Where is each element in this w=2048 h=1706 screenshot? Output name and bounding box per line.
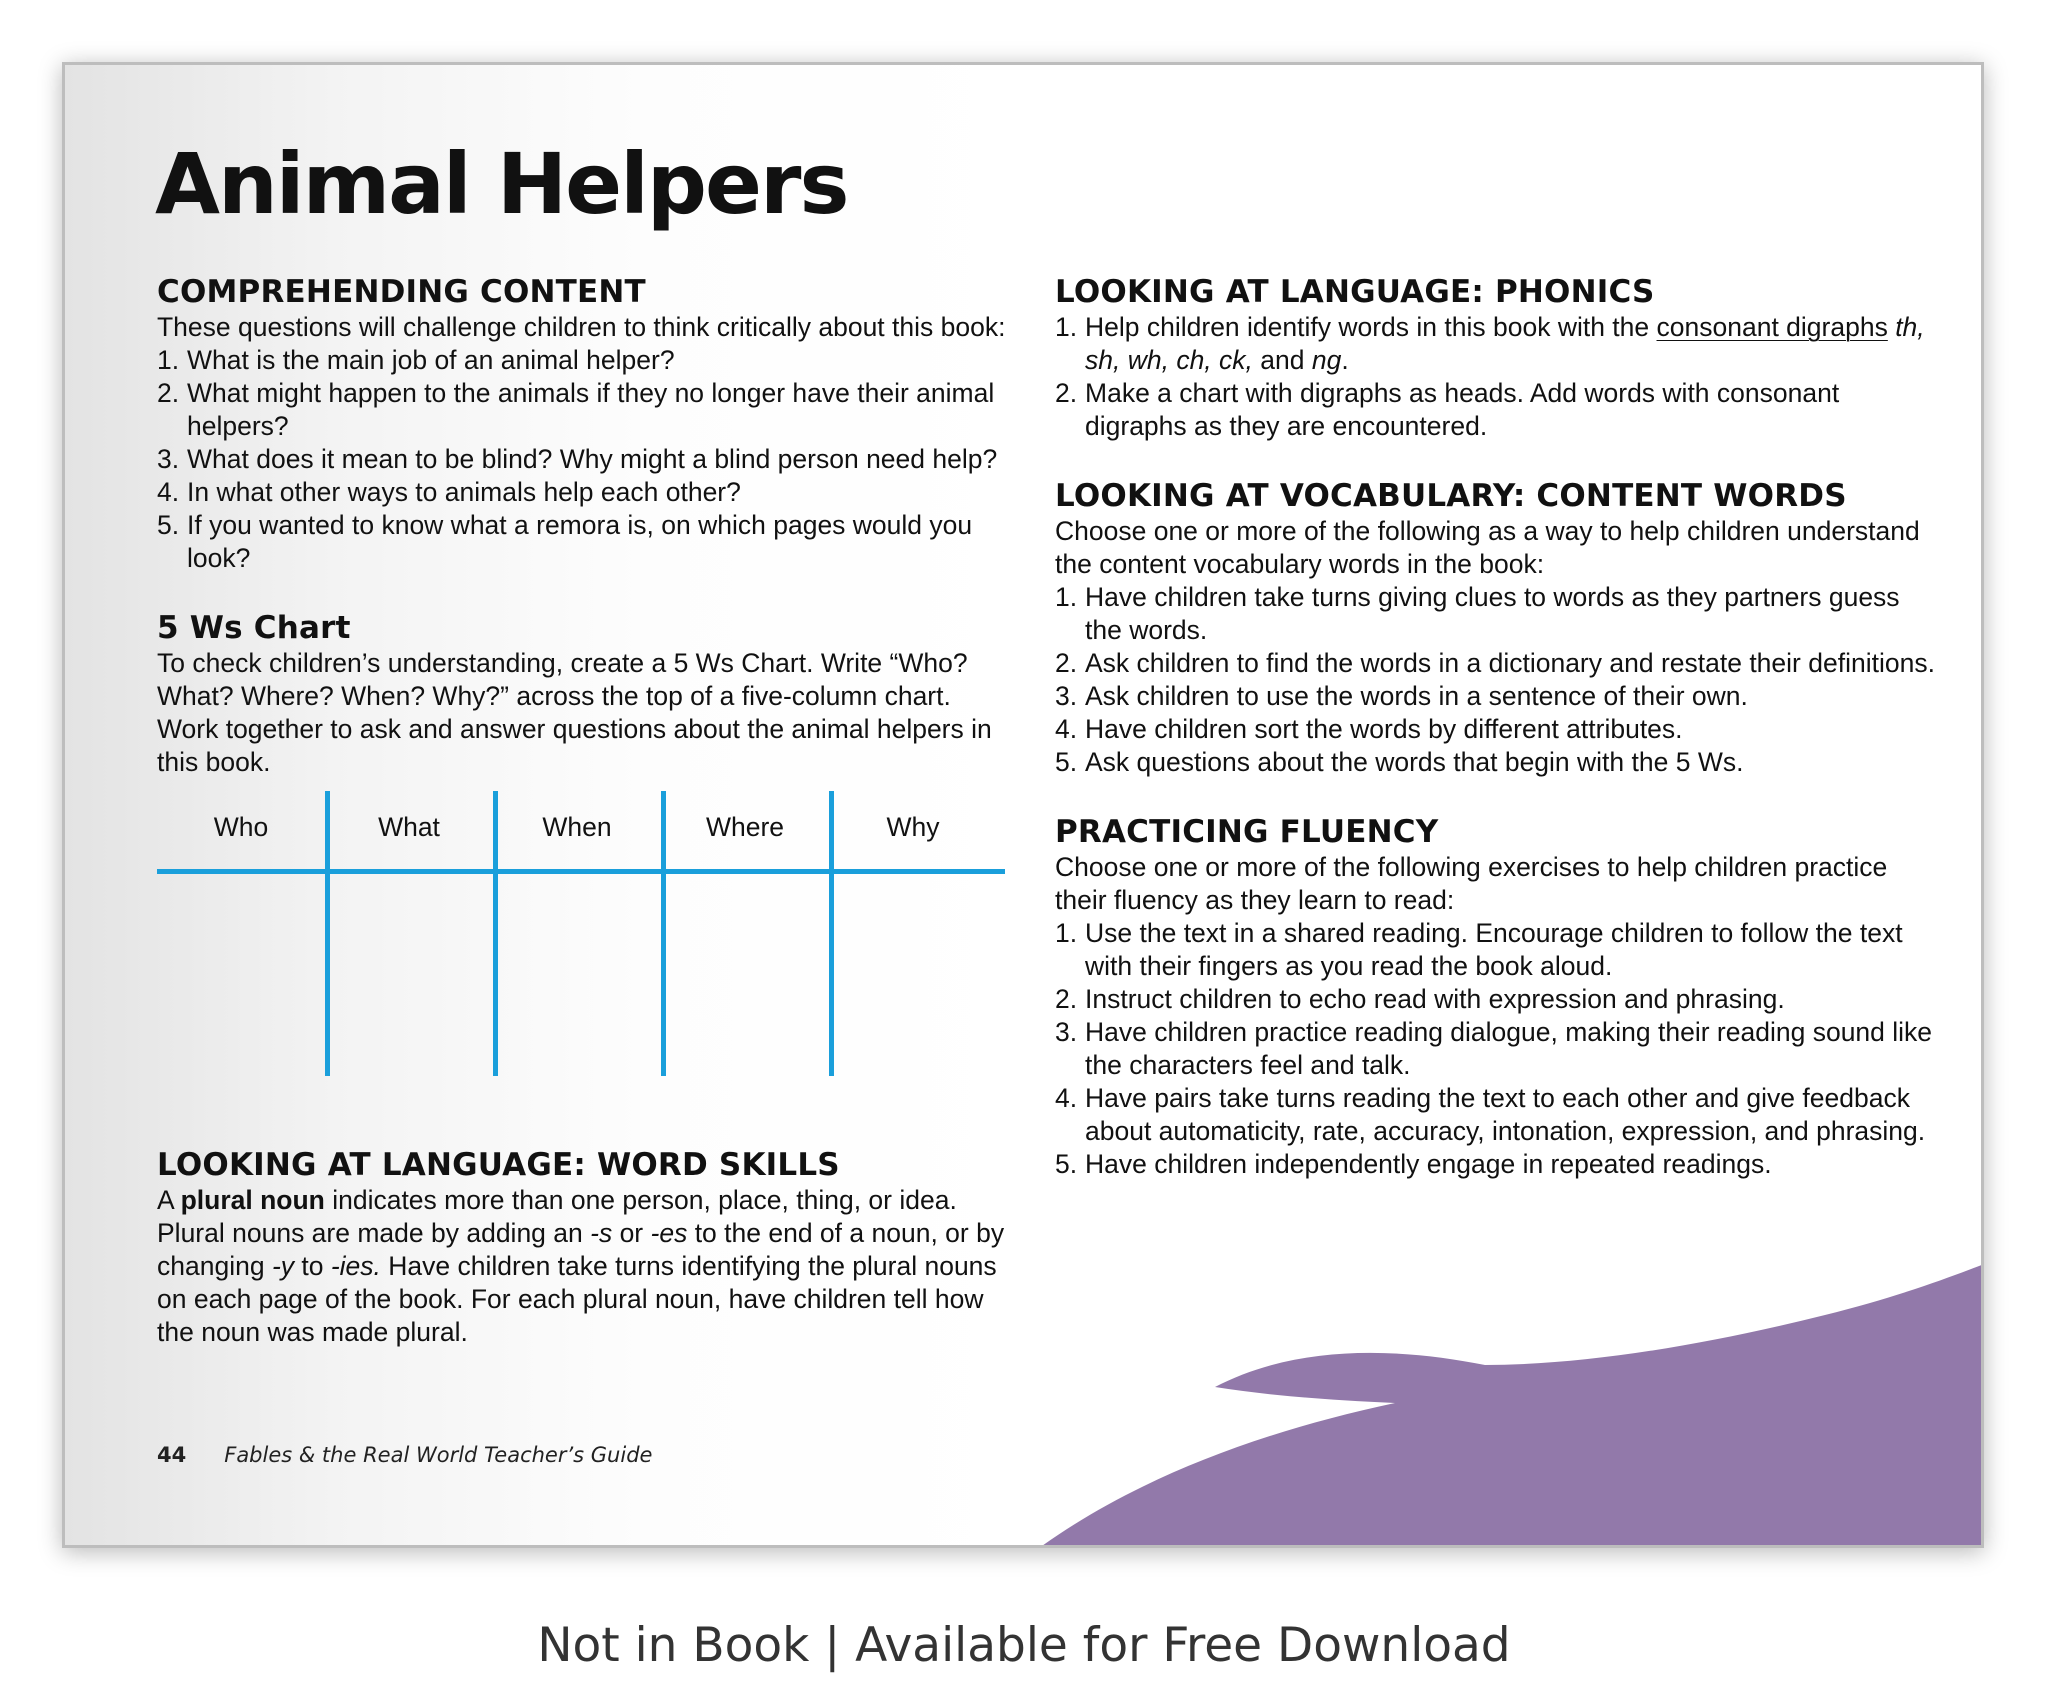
list-item: 4. In what other ways to animals help each other? <box>157 477 741 507</box>
list-item: 4. Have children sort the words by different attributes. <box>1055 714 1683 744</box>
chart-divider <box>829 791 834 1076</box>
chart-column-why: Why <box>886 812 940 842</box>
phonics-list <box>1055 311 1935 443</box>
section-heading: 5 Ws Chart <box>157 610 351 646</box>
list-item: 1. What is the main job of an animal helper? <box>157 345 675 375</box>
page-number: 44 <box>157 1443 187 1467</box>
section-intro: Choose one or more of the following as a way to help children understand the content vocabulary words in the book: <box>1055 516 1920 579</box>
section-heading: LOOKING AT LANGUAGE: WORD SKILLS <box>157 1147 840 1183</box>
list-item: 1. Help children identify words in this book with the consonant digraphs th, sh, wh, ch, ck, and ng. <box>1055 312 1925 375</box>
word-skills-section <box>157 1146 1015 1349</box>
list-item: 2. What might happen to the animals if they no longer have their animal helpers? <box>157 378 995 441</box>
book-title: Fables & the Real World Teacher’s Guide <box>224 1443 653 1467</box>
list-item: 2. Instruct children to echo read with expression and phrasing. <box>1055 984 1785 1014</box>
list-item: 5. If you wanted to know what a remora is, on which pages would you look? <box>157 510 973 573</box>
section-text: A plural noun indicates more than one person, place, thing, or idea. Plural nouns are made by adding an -s or -es to the end of a noun, or by changing -y to -ies. Have children take turns identifying the plural nouns on each page of the book. For each plural noun, have children tell how the noun was made plural. <box>157 1185 1005 1347</box>
consonant-digraphs-link[interactable]: consonant digraphs <box>1656 312 1888 342</box>
list-item: 3. What does it mean to be blind? Why might a blind person need help? <box>157 444 998 474</box>
phonics-section <box>1055 273 1935 443</box>
section-heading: PRACTICING FLUENCY <box>1055 814 1439 850</box>
vocabulary-list <box>1055 581 1935 779</box>
right-column <box>1055 273 1935 1181</box>
list-item: 4. Have pairs take turns reading the text to each other and give feedback about automaticity, rate, accuracy, intonation, expression, and phrasing. <box>1055 1083 1926 1146</box>
list-item: 2. Ask children to find the words in a dictionary and restate their definitions. <box>1055 648 1935 678</box>
page-title: Animal Helpers <box>155 135 848 233</box>
fluency-list <box>1055 917 1935 1181</box>
guide-page <box>62 62 1984 1548</box>
five-ws-chart <box>157 791 1005 1076</box>
section-text: To check children’s understanding, create a 5 Ws Chart. Write “Who? What? Where? When? Why?” across the top of a five-column chart. Work together to ask and answer questions about the animal helpers in this book. <box>157 648 992 777</box>
chart-column-what: What <box>378 812 440 842</box>
chart-divider <box>661 791 666 1076</box>
list-item: 1. Have children take turns giving clues to words as they partners guess the words. <box>1055 582 1900 645</box>
list-item: 3. Ask children to use the words in a sentence of their own. <box>1055 681 1748 711</box>
question-list <box>157 344 1015 575</box>
list-item: 5. Have children independently engage in repeated readings. <box>1055 1149 1772 1179</box>
chart-divider <box>325 791 330 1076</box>
list-item: 3. Have children practice reading dialogue, making their reading sound like the characters feel and talk. <box>1055 1017 1933 1080</box>
list-item: 5. Ask questions about the words that begin with the 5 Ws. <box>1055 747 1744 777</box>
chart-divider <box>493 791 498 1076</box>
download-caption: Not in Book | Available for Free Download <box>537 1618 1511 1673</box>
section-intro: These questions will challenge children to think critically about this book: <box>157 312 1006 342</box>
chart-column-when: When <box>542 812 612 842</box>
list-item: 1. Use the text in a shared reading. Encourage children to follow the text with their fingers as you read the book aloud. <box>1055 918 1903 981</box>
section-intro: Choose one or more of the following exercises to help children practice their fluency as they learn to read: <box>1055 852 1888 915</box>
comprehending-content-section <box>157 273 1015 575</box>
ws-chart-section <box>157 609 1015 1076</box>
chart-header-line <box>157 869 1005 874</box>
chart-column-where: Where <box>705 812 785 842</box>
list-item: 2. Make a chart with digraphs as heads. Add words with consonant digraphs as they are encountered. <box>1055 378 1840 441</box>
section-heading: LOOKING AT LANGUAGE: PHONICS <box>1055 274 1655 310</box>
left-column <box>157 273 1015 1349</box>
fluency-section <box>1055 813 1935 1181</box>
vocabulary-section <box>1055 477 1935 779</box>
section-heading: COMPREHENDING CONTENT <box>157 274 646 310</box>
chart-column-who: Who <box>213 812 269 842</box>
section-heading: LOOKING AT VOCABULARY: CONTENT WORDS <box>1055 478 1847 514</box>
page-footer <box>157 1443 652 1467</box>
